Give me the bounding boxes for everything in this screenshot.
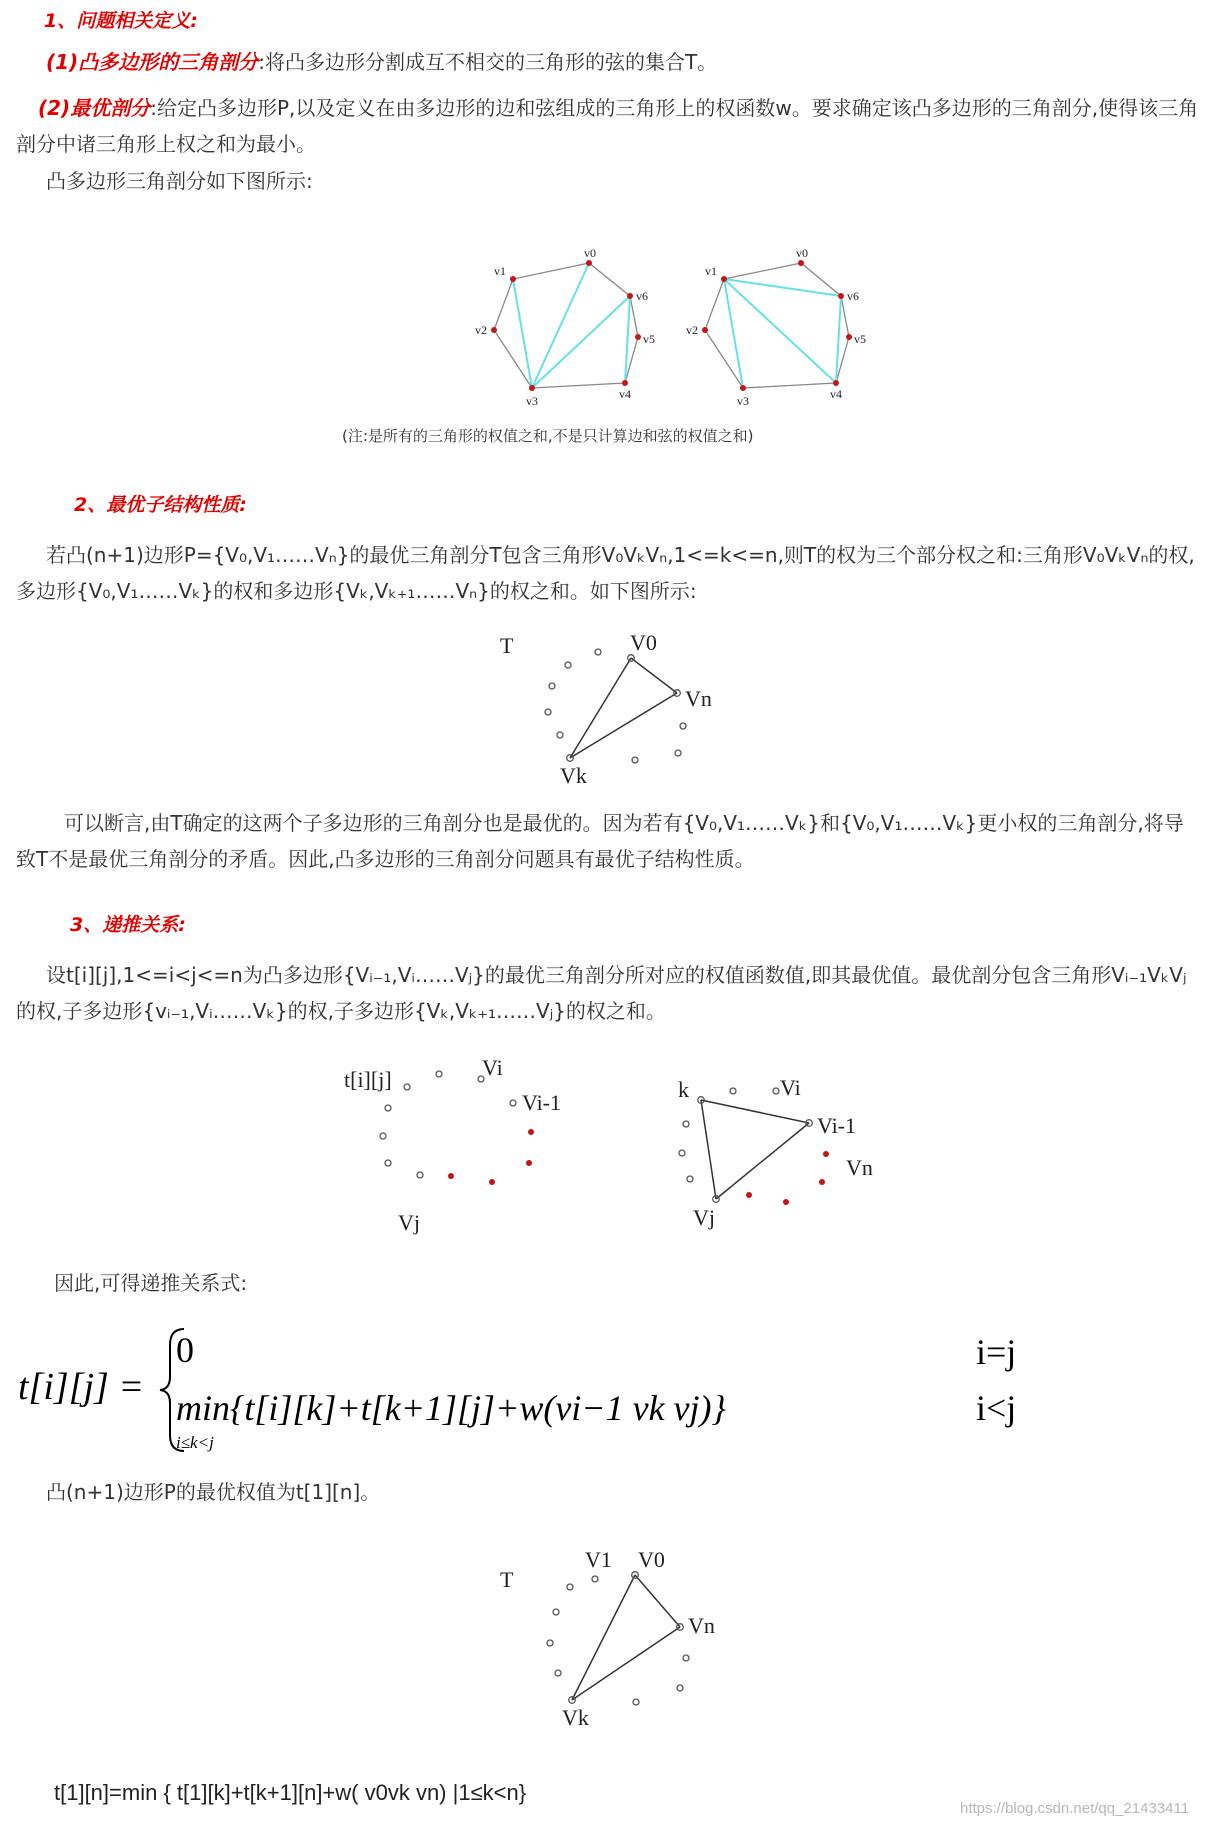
label-k: k — [678, 1077, 689, 1102]
vertex — [635, 334, 641, 340]
label-v5: v5 — [643, 332, 655, 346]
therefore-line: 因此,可得递推关系式: — [54, 1271, 248, 1295]
triangle-edge — [631, 658, 677, 693]
recurrence-formula — [18, 1325, 1018, 1455]
vertex — [833, 380, 839, 386]
label-v3: v3 — [526, 394, 538, 408]
figure-b — [678, 1075, 873, 1230]
triangulation-figure — [470, 245, 890, 410]
figure-a — [344, 1055, 561, 1235]
vertex — [529, 385, 535, 391]
label-v2: v2 — [686, 323, 698, 337]
label-t: t[i][j] — [344, 1067, 392, 1092]
label-v6: v6 — [847, 289, 859, 303]
section2-heading: 2、最优子结构性质: — [74, 494, 247, 516]
triangle-edge — [570, 693, 677, 758]
label-v1: V1 — [585, 1547, 612, 1572]
triangulation-right — [705, 263, 849, 388]
case1-condition: i=j — [976, 1332, 1017, 1372]
substructure-paragraph: 若凸(n+1)边形P={V₀,V₁……Vₙ}的最优三角剖分T包含三角形V₀VₖVₙ,1<=k<=n,则T的权为三个部分权之和:三角形V₀VₖVₙ的权,多边形{V₀,V₁……Vₖ}的权和多边形{Vₖ,Vₖ₊₁……Vₙ}的权之和。如下图所示: — [16, 543, 1195, 603]
label-v5: v5 — [854, 332, 866, 346]
label-v0: V0 — [630, 630, 657, 655]
label-v3: v3 — [737, 394, 749, 408]
label-vi-1: Vi-1 — [522, 1090, 562, 1115]
figure1-intro: 凸多边形三角剖分如下图所示: — [46, 169, 313, 193]
result-line: 凸(n+1)边形P的最优权值为t[1][n]。 — [46, 1480, 381, 1504]
vertex — [622, 380, 628, 386]
chord — [724, 279, 836, 383]
figure1-note: (注:是所有的三角形的权值之和,不是只计算边和弦的权值之和) — [342, 427, 754, 445]
label-t: T — [500, 1567, 514, 1592]
case1-value: 0 — [176, 1330, 194, 1370]
definition-2 — [16, 90, 1200, 162]
optimality-paragraph: 可以断言,由T确定的这两个子多边形的三角剖分也是最优的。因为若有{V₀,V₁……Vₖ}和{V₀,V₁……Vₖ}更小权的三角剖分,将导致T不是最优三角剖分的矛盾。因此,凸多边形的三角剖分问题具有最优子结构性质。 — [16, 811, 1184, 871]
vertex — [510, 276, 516, 282]
label-vn: Vn — [846, 1155, 873, 1180]
definition-2-text: :给定凸多边形P,以及定义在由多边形的边和弦组成的三角形上的权函数w。要求确定该凸多边形的三角剖分,使得该三角剖分中诸三角形上权之和为最小。 — [16, 96, 1199, 156]
label-vn: Vn — [688, 1613, 715, 1638]
label-vi: Vi — [482, 1055, 503, 1080]
substructure-figure — [490, 628, 730, 798]
label-v1: v1 — [705, 264, 717, 278]
label-vj: Vj — [398, 1210, 420, 1235]
definition-1-label: (1)凸多边形的三角剖分 — [46, 50, 259, 74]
label-v1: v1 — [494, 264, 506, 278]
recurrence-figures — [330, 1055, 890, 1245]
definition-1 — [16, 44, 1200, 80]
section1-heading: 1、问题相关定义: — [44, 10, 198, 32]
definition-2-label: (2)最优剖分 — [38, 96, 151, 120]
final-figure — [490, 1545, 740, 1730]
chord — [532, 296, 630, 388]
watermark: https://blog.csdn.net/qq_21433411 — [960, 1800, 1190, 1817]
vertex — [721, 276, 727, 282]
chord — [532, 263, 589, 388]
label-vi-1: Vi-1 — [817, 1113, 857, 1138]
case2-value: min{t[i][k]+t[k+1][j]+w(vi−1 vk vj)} — [176, 1388, 726, 1428]
label-vn: Vn — [685, 686, 712, 711]
formula-lhs: t[i][j] = — [18, 1366, 144, 1408]
case2-condition: i<j — [976, 1388, 1017, 1428]
vertex — [740, 385, 746, 391]
chord — [513, 279, 532, 388]
label-vk: Vk — [562, 1705, 589, 1730]
label-v0: v0 — [584, 246, 596, 260]
label-v0: v0 — [796, 246, 808, 260]
polygon-points — [545, 649, 686, 763]
label-v4: v4 — [830, 387, 842, 401]
vertex — [586, 260, 592, 266]
recurrence-paragraph: 设t[i][j],1<=i<j<=n为凸多边形{Vᵢ₋₁,Vᵢ……Vⱼ}的最优三角剖分所对应的权值函数值,即其最优值。最优剖分包含三角形Vᵢ₋₁VₖVⱼ的权,子多边形{vᵢ₋₁,Vᵢ……Vₖ}的权,子多边形{Vₖ,Vₖ₊₁……Vⱼ}的权之和。 — [16, 963, 1187, 1023]
vertex — [838, 293, 844, 299]
section3-heading: 3、递推关系: — [70, 914, 186, 936]
polygon-vertices — [491, 260, 852, 391]
label-vi: Vi — [780, 1075, 801, 1100]
final-formula: t[1][n]=min { t[1][k]+t[k+1][n]+w( v0vk vn) |1≤k<n} — [54, 1780, 527, 1805]
label-v0: V0 — [638, 1547, 665, 1572]
vertex — [491, 327, 497, 333]
polygon-outline-left — [494, 263, 638, 388]
label-v6: v6 — [636, 289, 648, 303]
triangle-edge — [570, 658, 631, 758]
case2-subscript: i≤k<j — [176, 1433, 214, 1452]
vertex — [798, 260, 804, 266]
vertex — [702, 327, 708, 333]
label-t: T — [500, 633, 514, 658]
label-v2: v2 — [475, 323, 487, 337]
triangulation-left — [494, 263, 638, 388]
label-vj: Vj — [693, 1205, 715, 1230]
vertex — [627, 293, 633, 299]
label-vk: Vk — [560, 763, 587, 788]
vertex — [846, 334, 852, 340]
definition-1-text: :将凸多边形分割成互不相交的三角形的弦的集合T。 — [258, 50, 718, 74]
label-v4: v4 — [619, 387, 631, 401]
